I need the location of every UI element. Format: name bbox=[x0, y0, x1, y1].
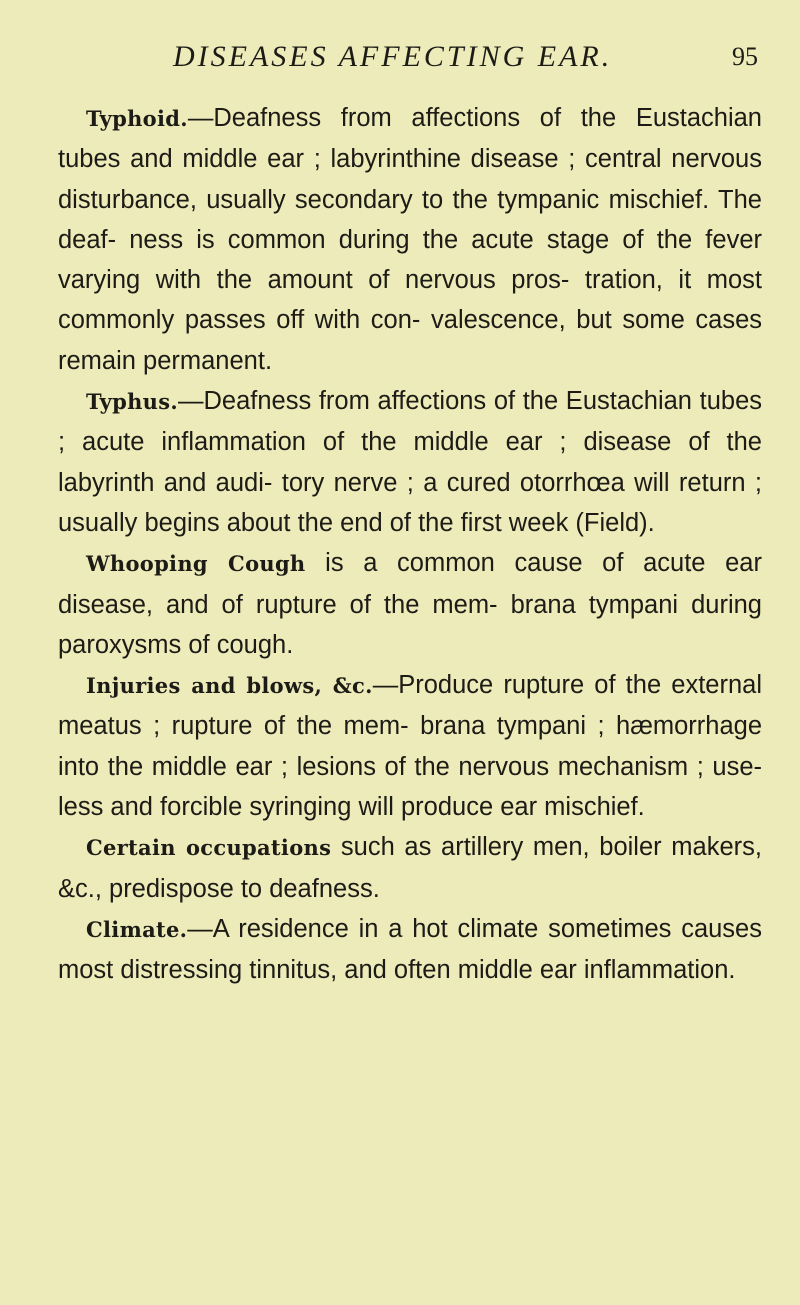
paragraph-text: —A residence in a hot climate sometimes causes most distressing tinnitus, and often middle ear inflammation. bbox=[58, 914, 762, 985]
body-text bbox=[58, 98, 762, 991]
running-head bbox=[58, 40, 758, 80]
paragraph-text: is a common cause of acute ear disease, and of rupture of the mem- brana tympani during paroxysms of cough. bbox=[58, 549, 762, 659]
paragraph-whooping-cough bbox=[58, 543, 762, 665]
paragraph-typhoid bbox=[58, 98, 762, 381]
term-typhoid: Typhoid. bbox=[86, 106, 188, 131]
paragraph-injuries bbox=[58, 665, 762, 827]
paragraph-text: —Deafness from affections of the Eustachian tubes ; acute inflammation of the middle ear ; disease of the labyrinth and audi- tory nerve ; a cured otorrhœa will return ; usually begins about the end of the first week (Field). bbox=[58, 387, 762, 537]
page-number: 95 bbox=[732, 42, 758, 71]
paragraph-typhus bbox=[58, 381, 762, 543]
term-injuries: Injuries and blows, &c. bbox=[86, 673, 373, 699]
paragraph-text: —Deafness from affections of the Eustachian tubes and middle ear ; labyrinthine disease ; central nervous disturbance, usually secondary to the tympanic mischief. The deaf- ness is common during the acute stage of the fever varying with the amount of nervous pros- tration, it most commonly passes off with con- valescence, but some cases remain permanent. bbox=[58, 104, 762, 375]
paragraph-climate bbox=[58, 909, 762, 991]
paragraph-text: —Produce rupture of the external meatus ; rupture of the mem- brana tympani ; hæmorrhage into the middle ear ; lesions of the nervous mechanism ; use- less and forcible syringing will produce ear mischief. bbox=[58, 671, 762, 822]
term-typhus: Typhus. bbox=[86, 389, 178, 415]
paragraph-text: such as artillery men, boiler makers, &c., predispose to deafness. bbox=[58, 833, 762, 903]
paragraph-occupations bbox=[58, 827, 762, 909]
term-climate: Climate. bbox=[86, 916, 188, 942]
term-occupations: Certain occupations bbox=[86, 835, 332, 861]
running-title: DISEASES AFFECTING EAR. bbox=[173, 40, 613, 73]
term-whooping-cough: Whooping Cough bbox=[86, 551, 306, 577]
